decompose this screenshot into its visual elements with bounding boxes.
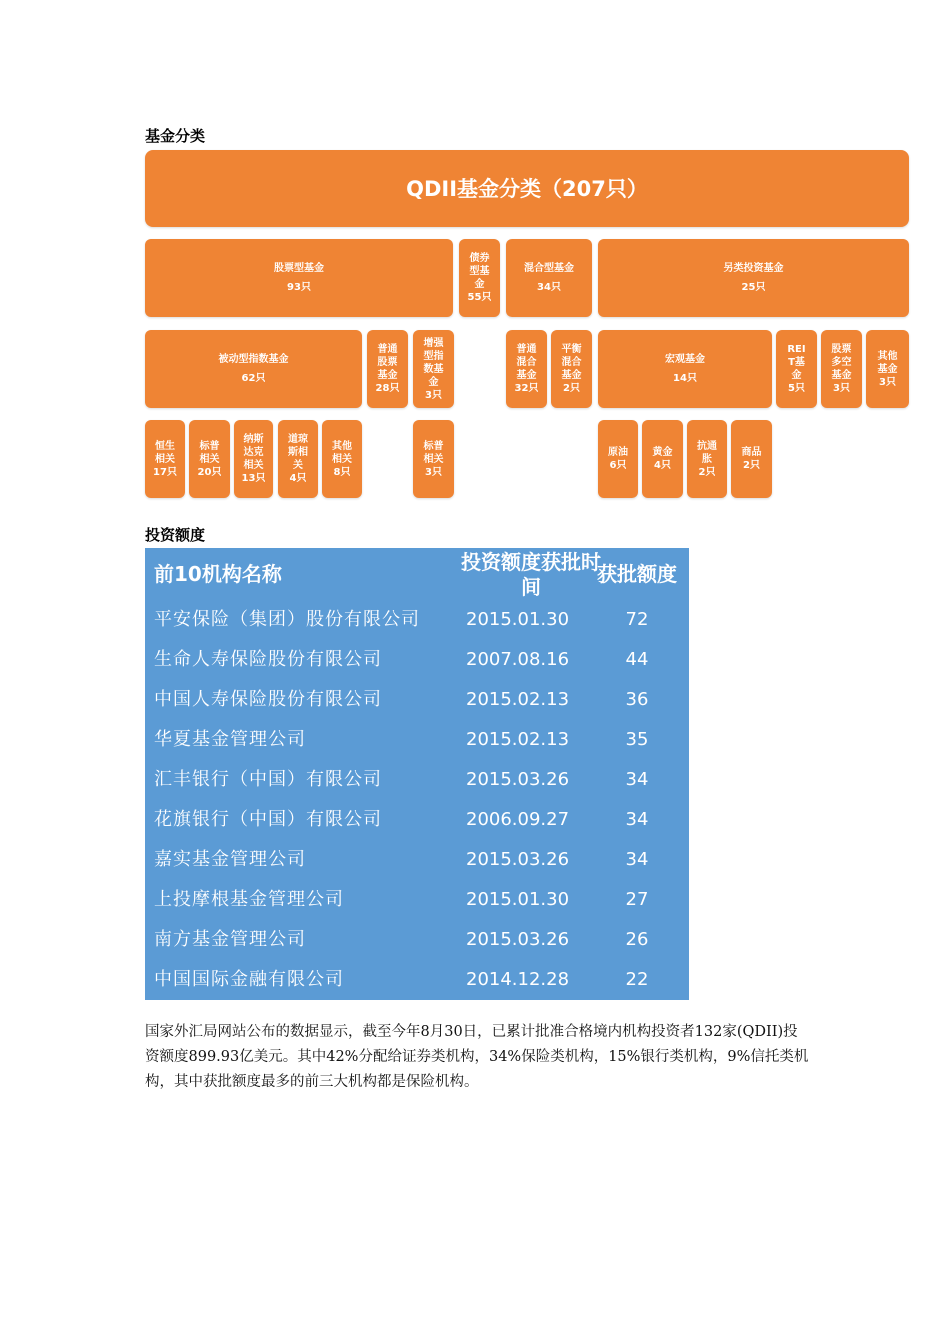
table-row (145, 640, 689, 680)
fund-classification-heading: 基金分类 (145, 127, 206, 145)
table-row (145, 680, 689, 720)
level2-ordinary-stock-fund (367, 330, 408, 408)
cell-institution: 中国人寿保险股份有限公司 (154, 689, 382, 710)
level3-hang-seng (145, 420, 185, 498)
box-name: 混合型基金 (524, 263, 574, 274)
box-count: 17只 (153, 466, 177, 478)
cell-date: 2006.09.27 (466, 809, 570, 830)
table-row (145, 960, 689, 1000)
level2-ordinary-hybrid-fund (506, 330, 547, 408)
box-name: 抗通胀 (697, 440, 717, 465)
level3-sp-related (189, 420, 230, 498)
cell-date: 2015.03.26 (466, 929, 570, 950)
cell-institution: 花旗银行（中国）有限公司 (154, 809, 382, 830)
cell-quota: 36 (625, 689, 649, 710)
chart-root-box (145, 150, 909, 227)
level3-commodity (731, 420, 772, 498)
box-count: 32只 (514, 383, 539, 394)
table-row (145, 920, 689, 960)
cell-date: 2015.03.26 (466, 849, 570, 870)
body-paragraph: 国家外汇局网站公布的数据显示，截至今年8月30日，已累计批准合格境内机构投资者132家(QDII)投资额度899.93亿美元。其中42%分配给证券类机构，34%保险类机构，15%银行类机构，9%信托类机构，其中获批额度最多的前三大机构都是保险机构。 (145, 1024, 809, 1090)
box-count: 4只 (654, 460, 671, 471)
level2-passive-index-fund (145, 330, 362, 408)
table-row (145, 880, 689, 920)
box-name: 增强型指数基金 (423, 337, 444, 388)
cell-date: 2014.12.28 (466, 969, 570, 990)
box-count: 55只 (467, 292, 492, 303)
cell-institution: 生命人寿保险股份有限公司 (154, 649, 382, 670)
level2-other-fund (866, 330, 909, 408)
cell-quota: 27 (625, 889, 649, 910)
box-count: 2只 (698, 466, 716, 478)
box-name: 其他基金 (877, 350, 898, 375)
cell-date: 2015.03.26 (466, 769, 570, 790)
cell-institution: 上投摩根基金管理公司 (154, 889, 344, 910)
table-row (145, 800, 689, 840)
box-name: 普通混合基金 (516, 344, 537, 381)
box-count: 2只 (743, 460, 760, 471)
box-name: 商品 (741, 447, 762, 458)
box-name: 恒生相关 (155, 440, 175, 465)
level3-nasdaq (234, 420, 273, 498)
box-name: 另类投资基金 (723, 263, 784, 274)
level2-balanced-hybrid-fund (551, 330, 592, 408)
cell-quota: 34 (625, 769, 649, 790)
cell-institution: 华夏基金管理公司 (154, 729, 306, 750)
level3-crude-oil (598, 420, 638, 498)
cell-date: 2015.02.13 (466, 689, 570, 710)
level1-hybrid-fund (506, 239, 592, 317)
box-count: 4只 (289, 473, 307, 484)
box-count: 25只 (741, 282, 766, 293)
box-count: 20只 (197, 466, 222, 478)
cell-date: 2015.01.30 (466, 889, 570, 910)
box-name: 普通股票基金 (377, 344, 398, 381)
level3-other-related (322, 420, 362, 498)
level3-dow-jones (278, 420, 318, 498)
cell-institution: 汇丰银行（中国）有限公司 (154, 769, 382, 790)
cell-institution: 南方基金管理公司 (154, 929, 306, 950)
box-count: 3只 (425, 466, 442, 478)
level1-bond-fund (459, 239, 500, 317)
level3-gold (642, 420, 683, 498)
investment-quota-heading: 投资额度 (145, 526, 206, 544)
box-count: 93只 (287, 282, 311, 293)
top10-institutions-table (145, 548, 689, 1000)
table-row (145, 760, 689, 800)
cell-institution: 平安保险（集团）股份有限公司 (154, 609, 420, 630)
cell-date: 2015.01.30 (466, 609, 570, 630)
cell-quota: 34 (625, 809, 649, 830)
box-count: 5只 (788, 383, 805, 394)
table-row (145, 840, 689, 880)
cell-quota: 72 (625, 609, 649, 630)
cell-quota: 34 (625, 849, 649, 870)
cell-quota: 26 (625, 929, 649, 950)
box-count: 3只 (833, 383, 850, 394)
level2-macro-fund (598, 330, 772, 408)
box-name: 其他相关 (332, 440, 352, 465)
box-count: 3只 (879, 376, 896, 388)
box-name: 股票型基金 (274, 263, 324, 274)
header-institution-name: 前10机构名称 (154, 562, 282, 586)
header-approval-date: 投资额度获批时间 (461, 550, 601, 599)
box-name: 平衡混合基金 (561, 344, 582, 381)
box-count: 13只 (241, 473, 266, 484)
cell-date: 2015.02.13 (466, 729, 570, 750)
level2-long-short-fund (821, 330, 862, 408)
box-name: 股票多空基金 (831, 344, 852, 381)
box-count: 2只 (563, 383, 580, 394)
box-name: 宏观基金 (665, 354, 705, 365)
level2-reit-fund (776, 330, 817, 408)
level1-alternative-fund (598, 239, 909, 317)
cell-quota: 44 (625, 649, 649, 670)
cell-institution: 中国国际金融有限公司 (154, 969, 344, 990)
box-name: 道琼斯相关 (288, 434, 308, 471)
box-name: 债券型基金 (469, 253, 490, 290)
level2-enhanced-index-fund (413, 330, 454, 408)
box-count: 14只 (673, 373, 697, 384)
box-count: 8只 (333, 466, 351, 478)
box-name: 黄金 (652, 447, 673, 458)
box-name: REIT基金 (787, 344, 806, 381)
box-count: 6只 (609, 460, 627, 471)
box-name: 纳斯达克相关 (243, 434, 264, 471)
table-row (145, 720, 689, 760)
table-row (145, 600, 689, 640)
box-name: 标普相关 (199, 440, 220, 465)
cell-quota: 35 (625, 729, 649, 750)
box-name: 被动型指数基金 (218, 354, 289, 365)
level1-stock-fund (145, 239, 453, 317)
header-approved-quota: 获批额度 (597, 562, 677, 586)
box-name: 标普相关 (423, 440, 444, 465)
box-name: 原油 (608, 447, 628, 458)
level3-sp-related-enhanced (413, 420, 454, 498)
cell-quota: 22 (625, 969, 649, 990)
cell-institution: 嘉实基金管理公司 (154, 849, 306, 870)
box-count: 62只 (241, 373, 266, 384)
chart-root-label: QDII基金分类（207只） (406, 176, 648, 201)
box-count: 34只 (537, 282, 561, 293)
cell-date: 2007.08.16 (466, 649, 570, 670)
box-count: 28只 (375, 383, 400, 394)
level3-anti-inflation (687, 420, 727, 498)
box-count: 3只 (425, 389, 442, 401)
